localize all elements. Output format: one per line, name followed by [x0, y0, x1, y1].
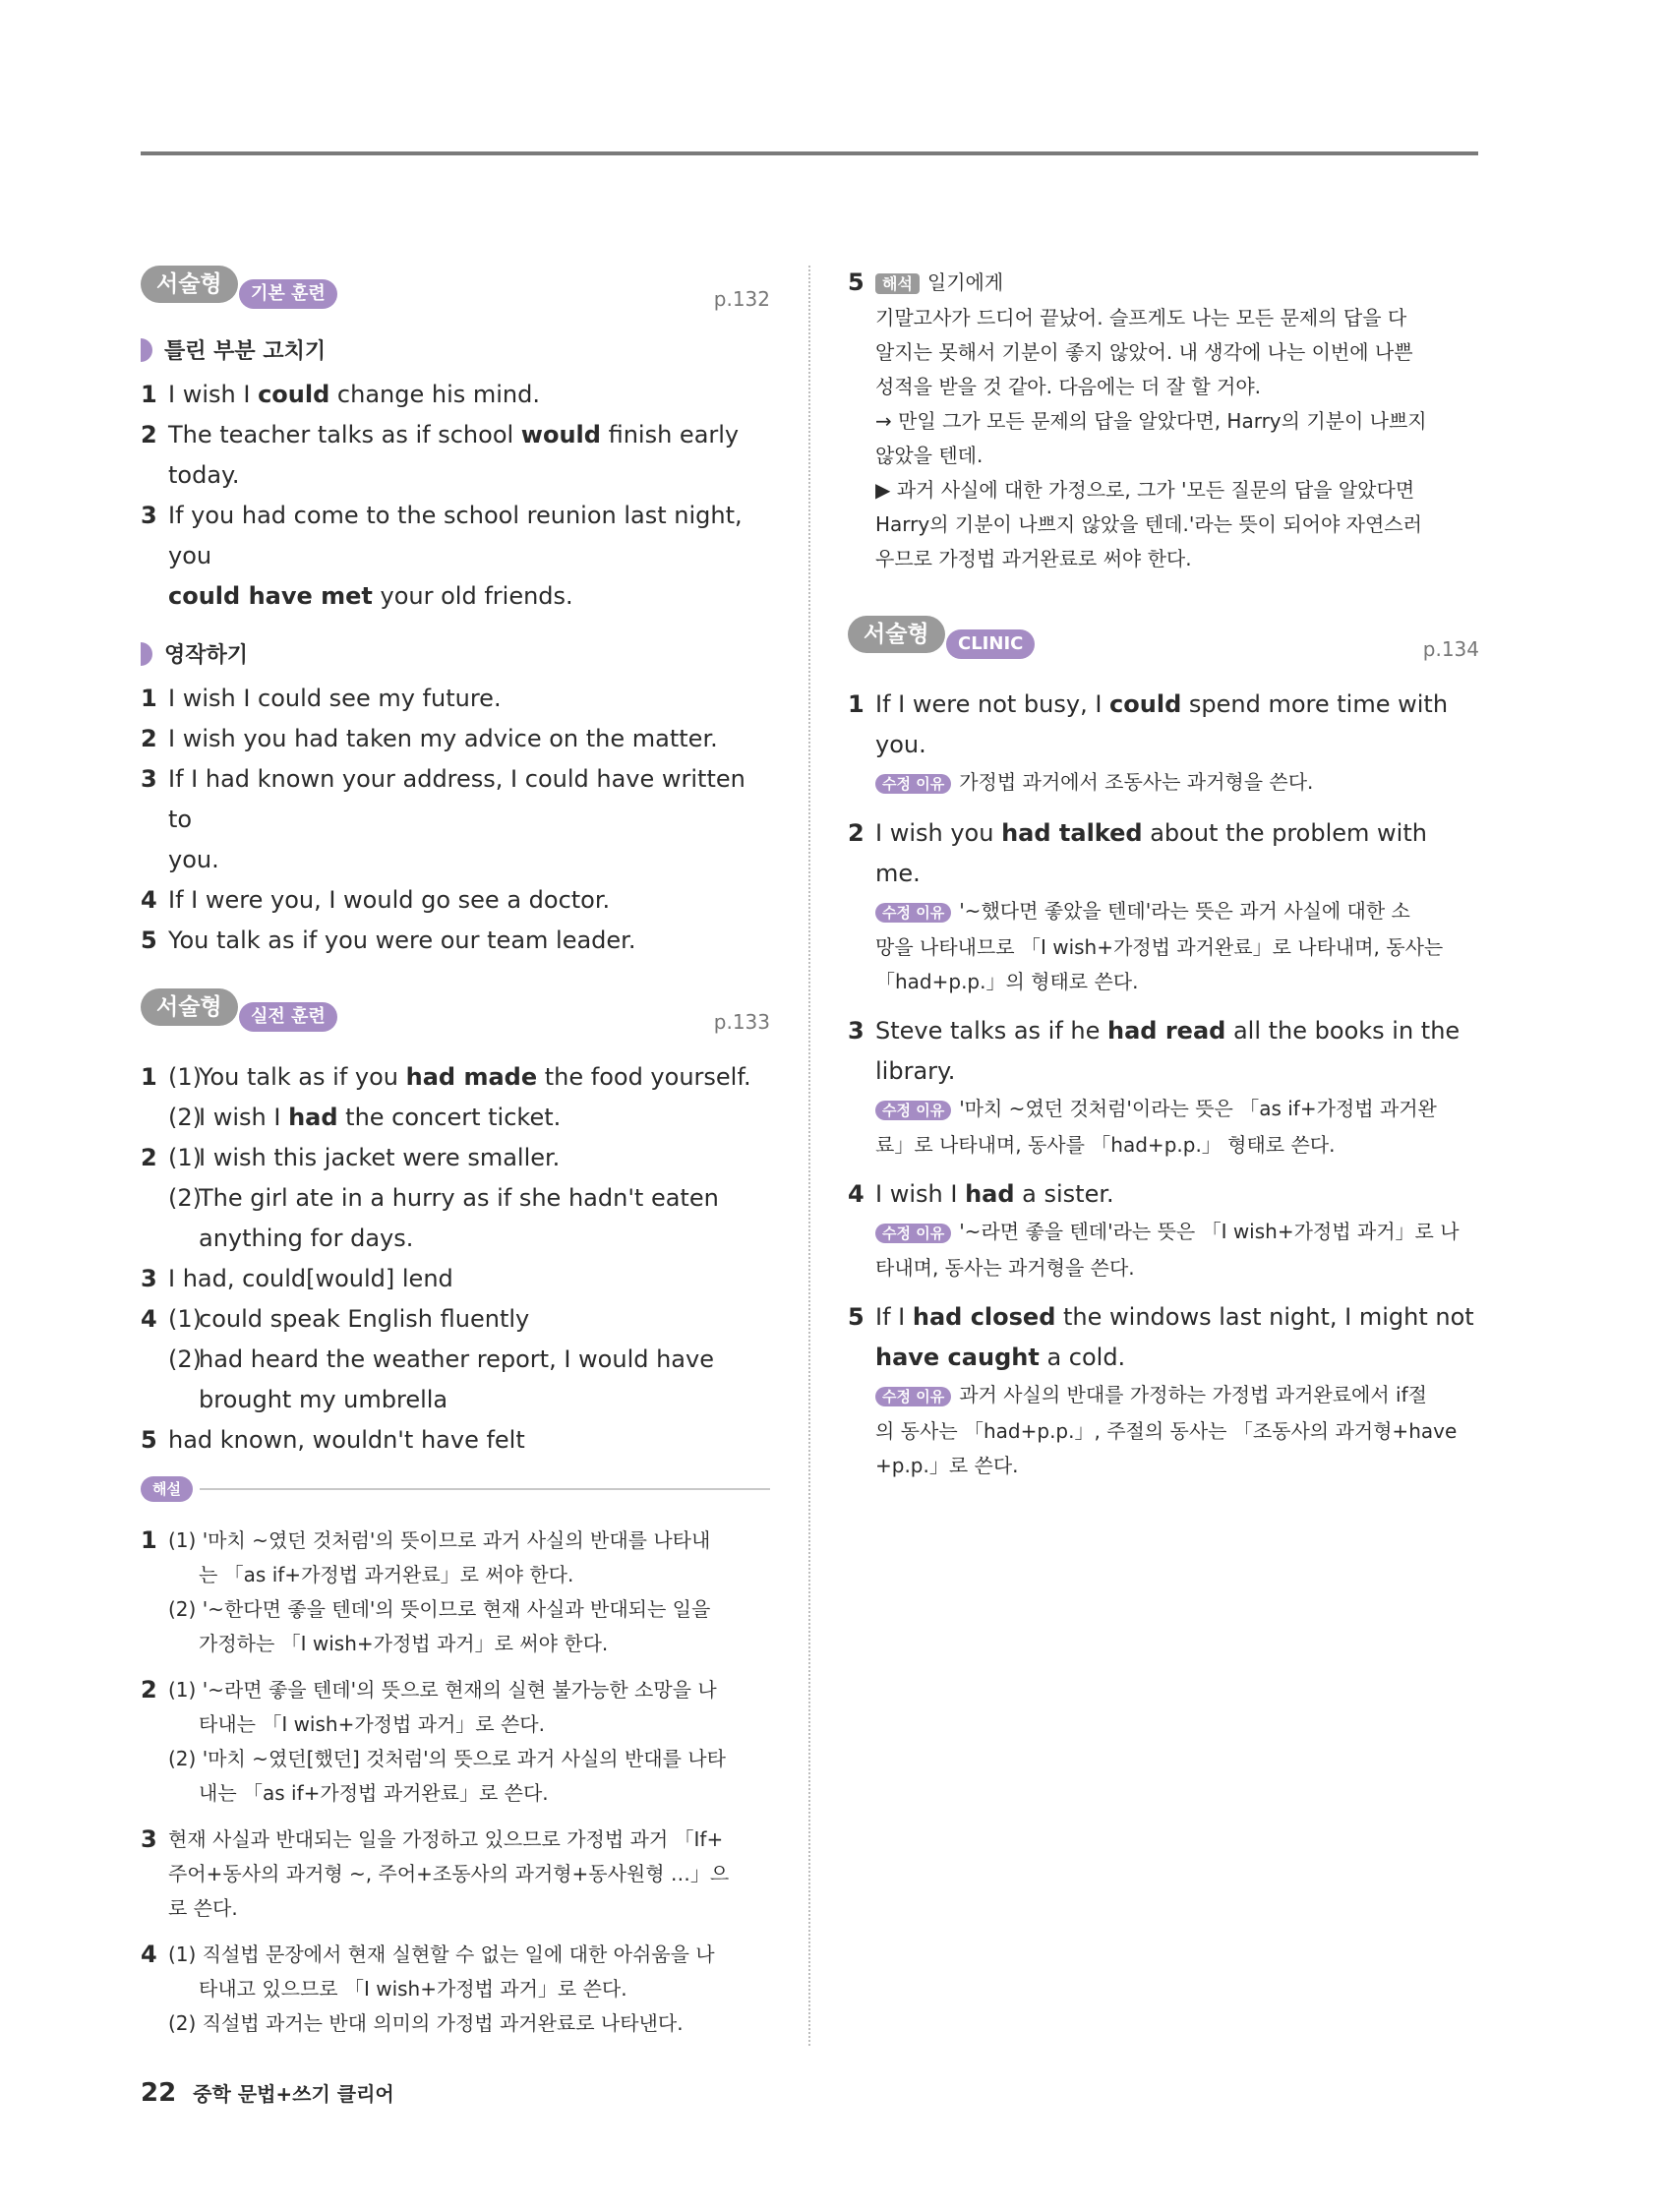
correction-reason: 수정 이유 가정법 과거에서 조동사는 과거형을 쓴다.	[848, 765, 1479, 802]
subheading-text: 영작하기	[164, 643, 249, 668]
book-title: 중학 문법+쓰기 클리어	[193, 2082, 394, 2106]
answer-item: 3 I had, could[would] lend	[141, 1265, 453, 1292]
page-footer	[141, 2078, 394, 2108]
explanation-item: 1 (1) '마치 ~였던 것처럼'의 뜻이므로 과거 사실의 반대를 나타내 는 「as if+가정법 과거완료」로 써야 한다. (2) '~한다면 좋을 텐데'의 뜻이므로 현재 사실과 반대되는 일을 가정하는 「I wish+가정법 과거」로 써야 한다.	[141, 1526, 711, 1655]
clinic-item: 1 If I were not busy, I could spend more time with you.	[848, 690, 1449, 758]
subheading-marker	[141, 338, 152, 362]
answer-subitem: (2) had heard the weather report, I would have	[168, 1345, 714, 1373]
answer-item: 1 I wish I could see my future.	[141, 685, 502, 712]
section-label: 서술형	[141, 266, 238, 303]
answer-item: 2 (1) I wish this jacket were smaller.	[141, 1144, 561, 1171]
top-rule	[141, 151, 1478, 155]
correction-reason: 수정 이유 '~라면 좋을 텐데'라는 뜻은 「I wish+가정법 과거」로 나 타내며, 동사는 과거형을 쓴다.	[875, 1220, 1460, 1280]
answer-item: 3 If I had known your address, I could have written to	[141, 765, 746, 833]
reason-badge: 수정 이유	[875, 1387, 951, 1406]
item-number: 2	[141, 421, 157, 448]
item-text: I wish I could change his mind.	[168, 381, 540, 408]
page-number: 22	[141, 2078, 177, 2108]
section-header-practice	[141, 988, 770, 1038]
correction-reason: 수정 이유 과거 사실의 반대를 가정하는 가정법 과거완료에서 if절 의 동사는 「had+p.p.」, 주절의 동사는 「조동사의 과거형+have +p.p.」로 쓴다.	[875, 1383, 1458, 1477]
answer-subitem: (2) I wish I had the concert ticket.	[168, 1104, 562, 1131]
item-number: 3	[141, 502, 157, 529]
reason-badge: 수정 이유	[875, 1224, 951, 1243]
clinic-item: 5 If I had closed the windows last night, I might not	[848, 1303, 1474, 1331]
explanation-header	[141, 1476, 770, 1502]
section-header-clinic	[848, 616, 1479, 665]
explanation-item: 2 (1) '~라면 좋을 텐데'의 뜻으로 현재의 실현 불가능한 소망을 나 타내는 「I wish+가정법 과거」로 쓴다. (2) '마치 ~였던[했던] 것처럼'의 뜻으로 과거 사실의 반대를 나타 내는 「as if+가정법 과거완료」로 쓴다.	[141, 1676, 726, 1805]
reason-badge: 수정 이유	[875, 1101, 951, 1120]
section-sublabel: 실전 훈련	[239, 1002, 337, 1032]
explanation-badge: 해설	[141, 1476, 193, 1502]
item-continuation: library.	[875, 1057, 956, 1085]
item-continuation: today.	[168, 461, 240, 489]
item-text: If you had come to the school reunion last night, you	[168, 502, 743, 569]
item-continuation: anything for days.	[199, 1225, 414, 1252]
answer-item	[141, 496, 770, 576]
section-header-basic	[141, 266, 770, 315]
subheading-correction	[141, 334, 770, 365]
item-continuation: have caught a cold.	[875, 1344, 1126, 1371]
explanation-rule	[200, 1488, 770, 1490]
answer-item	[141, 375, 770, 415]
item-continuation: brought my umbrella	[199, 1386, 448, 1413]
section-label: 서술형	[141, 988, 238, 1026]
answer-item: 2 I wish you had taken my advice on the matter.	[141, 725, 718, 752]
item-continuation: you.	[168, 846, 219, 873]
clinic-item: 3 Steve talks as if he had read all the books in the	[848, 1017, 1461, 1045]
translation-badge: 해석	[875, 273, 920, 294]
explanation-item: 3 현재 사실과 반대되는 일을 가정하고 있으므로 가정법 과거 「If+ 주어+동사의 과거형 ~, 주어+조동사의 과거형+동사원형 …」으 로 쓴다.	[141, 1825, 730, 1920]
answer-item	[141, 415, 770, 455]
left-column	[141, 266, 770, 2053]
answer-item: 1 (1) You talk as if you had made the food yourself.	[141, 1063, 751, 1091]
explanation-item: 4 (1) 직설법 문장에서 현재 실현할 수 없는 일에 대한 아쉬움을 나 타내고 있으므로 「I wish+가정법 과거」로 쓴다. (2) 직설법 과거는 반대 의미의 가정법 과거완료로 나타낸다.	[141, 1941, 715, 2035]
answer-item: 4 (1) could speak English fluently	[141, 1305, 530, 1333]
right-column	[848, 266, 1479, 1495]
section-label: 서술형	[848, 616, 945, 653]
page-reference: p.133	[713, 1010, 770, 1034]
answer-subitem: (2) The girl ate in a hurry as if she hadn't eaten	[168, 1184, 719, 1212]
answer-item: 4 If I were you, I would go see a doctor.	[141, 886, 611, 914]
correction-reason: 수정 이유 '마치 ~였던 것처럼'이라는 뜻은 「as if+가정법 과거완 료」로 나타내며, 동사를 「had+p.p.」 형태로 쓴다.	[875, 1097, 1437, 1157]
subheading-text: 틀린 부분 고치기	[164, 339, 327, 364]
clinic-item: 4 I wish I had a sister.	[848, 1180, 1114, 1208]
reason-badge: 수정 이유	[875, 903, 951, 923]
translation-item: 5 해석 일기에게 기말고사가 드디어 끝났어. 슬프게도 나는 모든 문제의 답을 다 알지는 못해서 기분이 좋지 않았어. 내 생각에 나는 이번에 나쁜 성적을 받을 것 같아. 다음에는 더 잘 할 거야. → 만일 그가 모든 문제의 답을 알았다면, Harry의 기분이 나쁘지 않았을 텐데. ▶ 과거 사실에 대한 가정으로, 그가 '모든 질문의 답을 알았다면 Harry의 기분이 나쁘지 않았을 텐데.'라는 뜻이 되어야 자연스러 우므로 가정법 과거완료로 써야 한다.	[848, 269, 1427, 570]
section-sublabel: 기본 훈련	[239, 279, 337, 309]
item-text: The teacher talks as if school would finish early	[168, 421, 740, 448]
subheading-composition	[141, 638, 770, 669]
column-divider	[808, 266, 810, 2046]
item-number: 1	[141, 381, 157, 408]
page-reference: p.134	[1422, 637, 1479, 661]
reason-badge: 수정 이유	[875, 774, 951, 794]
section-sublabel: CLINIC	[946, 629, 1035, 659]
item-continuation: could have met your old friends.	[168, 582, 573, 610]
page-reference: p.132	[713, 287, 770, 311]
answer-item: 5 You talk as if you were our team leader.	[141, 927, 636, 954]
correction-reason: 수정 이유 '~했다면 좋았을 텐데'라는 뜻은 과거 사실에 대한 소 망을 나타내므로 「I wish+가정법 과거완료」로 나타내며, 동사는 「had+p.p.」의 형태로 쓴다.	[875, 899, 1444, 993]
answer-item: 5 had known, wouldn't have felt	[141, 1426, 525, 1454]
subheading-marker	[141, 642, 152, 666]
clinic-item: 2 I wish you had talked about the problem with me.	[848, 819, 1427, 887]
